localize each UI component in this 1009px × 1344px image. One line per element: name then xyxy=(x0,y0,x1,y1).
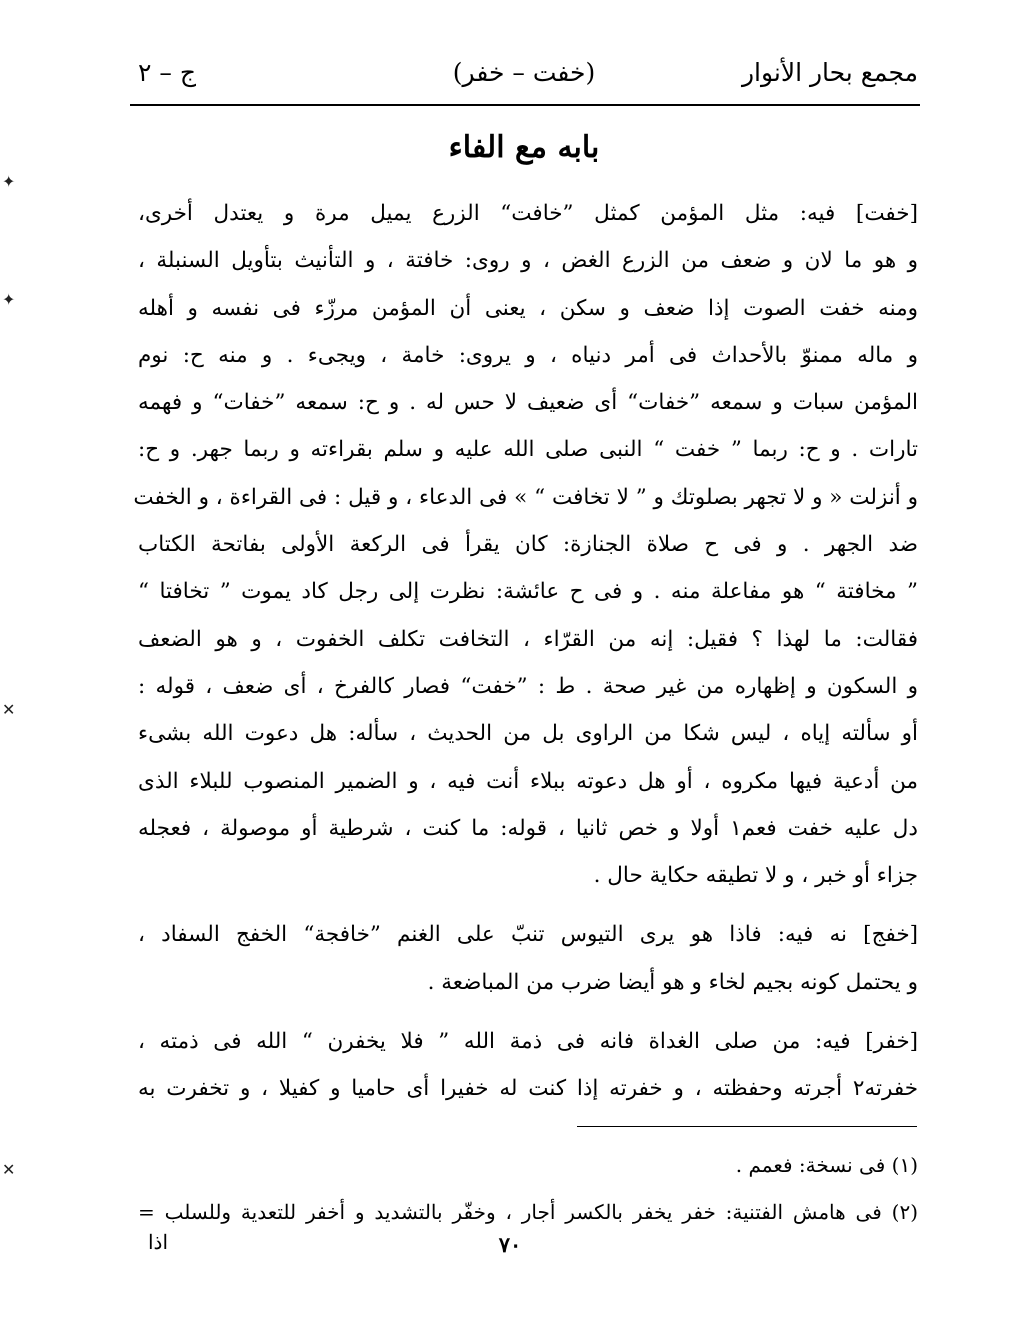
body-line: تارات . و ح: ربما ” خفت “ النبى صلى الله عليه و سلم بقراءته و ربما جهر. و ح: xyxy=(138,437,918,463)
catchword: اذا xyxy=(148,1230,169,1254)
body-line: [خفج] نه فيه: فاذا هو يرى التيوس تنبّ على الغنم ”خافجة“ الخفج السفاد ، xyxy=(138,922,918,948)
page-number: ٧٠ xyxy=(498,1232,522,1257)
body-line: المؤمن سبات و سمعه ”خفات“ أى ضعيف لا حس له . و ح: سمعه ”خفات“ و فهمه xyxy=(138,390,918,416)
running-header xyxy=(130,52,918,104)
body-line: ” مخافتة “ هو مفاعلة منه . و فى ح عائشة: نظرت إلى رجل كاد يموت ” تخافتا “ xyxy=(138,579,918,605)
footnote: (١) فى نسخة: فعمم . xyxy=(735,1153,918,1177)
footnotes xyxy=(138,1142,918,1236)
body-line: ضد الجهر . و فى ح صلاة الجنازة: كان يقرأ فى الركعة الأولى بفاتحة الكتاب xyxy=(138,532,918,558)
footnote-rule xyxy=(577,1126,917,1127)
body-line: أو سألته إياه ، ليس شكا من الراوى بل من الحديث ، سأله: هل دعوت الله بشىء xyxy=(138,721,918,747)
body-line: و ماله ممنوّ بالأحداث فى أمر دنياه ، و يروى: خامة ، ويجىء . و منه ح: نوم xyxy=(138,342,918,368)
body-line: [خفر] فيه: من صلى الغداة فانه فى ذمة الله ” فلا يخفرن “ الله فى ذمته ، xyxy=(138,1029,918,1055)
body-text xyxy=(133,190,919,1113)
body-line: [خفت] فيه: مثل المؤمن كمثل ”خافت“ الزرع يميل مرة و يعتدل أخرى، xyxy=(138,201,918,226)
chapter-title: بابه مع الفاء xyxy=(448,130,600,165)
book-title: مجمع بحار الأنوار xyxy=(741,58,918,87)
footnote: (٢) فى هامش الفتنية: خفر يخفر بالكسر أجار ، وخفّر بالتشديد و أخفر للتعدية وللسلب = xyxy=(138,1200,918,1224)
body-line: و هو ما لان و ضعف من الزرع الغض ، و روى: خافتة ، و التأنيث بتأويل السنبلة ، xyxy=(138,248,918,274)
body-line: ومنه خفت الصوت إذا ضعف و سكن ، يعنى أن المؤمن مرزّء فى نفسه و أهله xyxy=(138,295,918,321)
body-line: فقالت: ما لهذا ؟ فقيل: إنه من القرّاء ، التخافت تكلف الخفوت ، و هو الضعف xyxy=(138,626,918,652)
body-line: و يحتمل كونه بجيم لخاء و هو أيضا ضرب من المباضعة . xyxy=(427,969,918,995)
body-line: و أنزلت « و لا تجهر بصلوتك و ” لا تخافت “ » فى الدعاء ، و قيل : فى القراءة ، و الخفت xyxy=(133,484,918,510)
margin-mark: ✦ xyxy=(2,172,16,191)
volume-number: ج – ٢ xyxy=(138,58,196,87)
header-rule xyxy=(130,104,920,106)
body-line: جزاء أو خبر ، و لا تطيقه حكاية حال . xyxy=(593,863,918,889)
entry-range: (خفت – خفر) xyxy=(452,58,596,87)
margin-mark: ✕ xyxy=(2,700,16,719)
margin-mark: ✕ xyxy=(2,1160,16,1179)
margin-mark: ✦ xyxy=(2,290,16,309)
body-line: دل عليه خفت فعم١ أولا و خص ثانيا ، قوله: ما كنت ، شرطية أو موصولة ، فعجله xyxy=(138,815,919,841)
body-line: و السكون و إظهاره من غير صحة . ط : ”خفت“ فصار كالفرخ ، أى ضعف ، قوله : xyxy=(138,673,918,699)
body-line: من أدعية فيها مكروه ، أو هل دعوته ببلاء أنت فيه ، و الضمير المنصوب للبلاء الذى xyxy=(138,768,918,794)
body-line: خفرته٢ أجرته وحفظته ، و خفرته إذا كنت له خفيرا أى حاميا و كفيلا ، و تخفرت به xyxy=(138,1076,918,1102)
